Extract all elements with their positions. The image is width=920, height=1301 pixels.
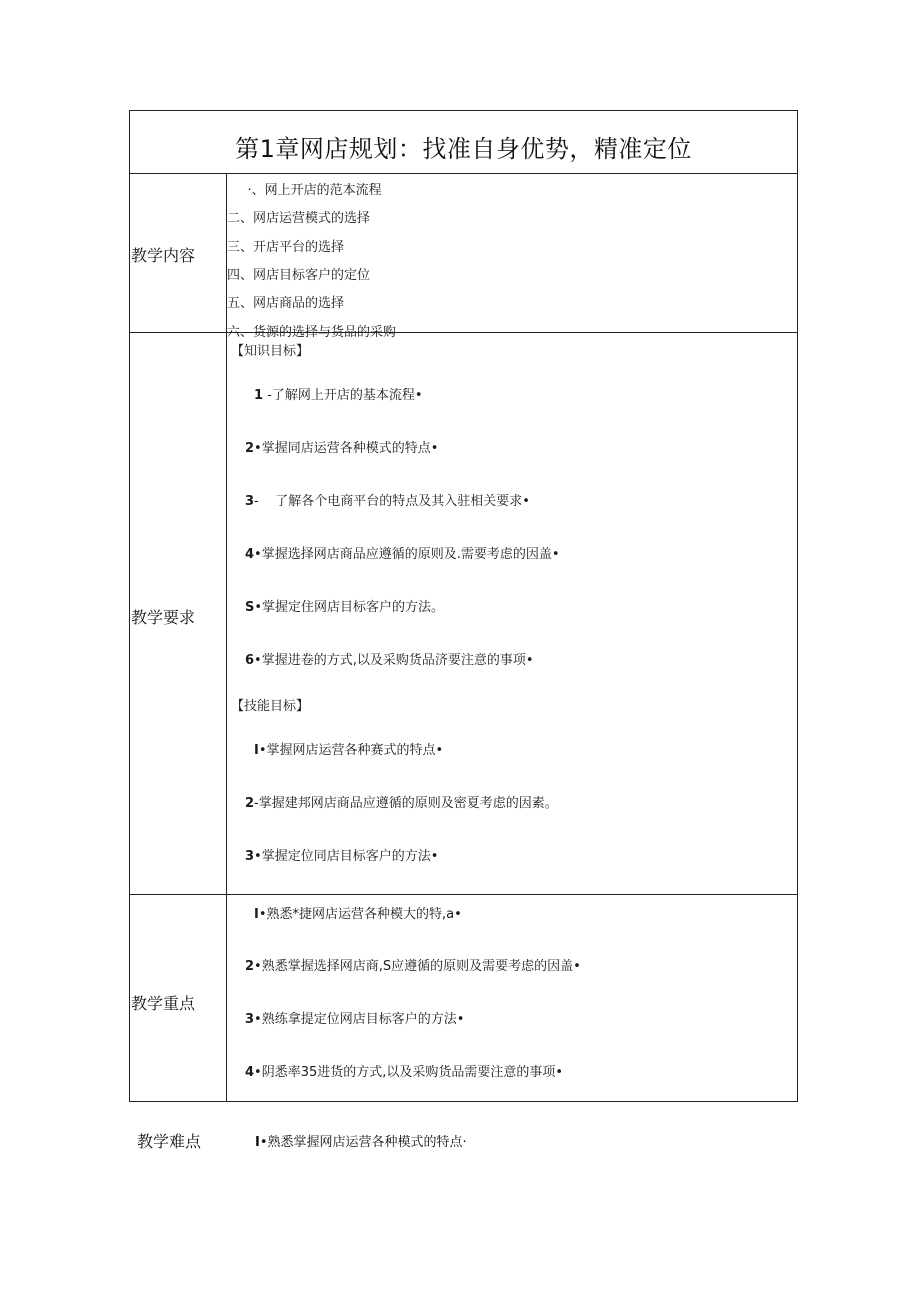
knowledge-item: 6•掌握进卷的方式,以及采购货品济要注意的事项• — [245, 653, 534, 668]
content-item: 二、网店运营模式的选择 — [227, 211, 371, 226]
teaching-content-label: 教学内容 — [131, 246, 196, 265]
teaching-content-label-cell — [130, 174, 227, 332]
teaching-key-points-label: 教学重点 — [131, 994, 196, 1013]
skill-heading: 【技能目标】 — [231, 699, 310, 714]
knowledge-item: 4•掌握选择网店商品应遵循的原则及.需要考虑的因盖• — [245, 547, 560, 562]
knowledge-heading: 【知识目标】 — [231, 344, 310, 359]
content-item: 五、网店商品的选择 — [227, 296, 345, 311]
teaching-key-points-body — [227, 895, 797, 1102]
teaching-requirements-row — [130, 332, 797, 894]
key-point-item: 4•阴悉率35进货的方式,以及采购货品需要注意的事项• — [245, 1065, 564, 1080]
content-item: 三、开店平台的选择 — [227, 240, 345, 255]
knowledge-item: 1 -了解网上开店的基本流程• — [254, 388, 423, 403]
skill-item: 2-掌握建邦网店商品应遵循的原则及密夏考虑的因素。 — [245, 796, 558, 811]
key-point-item: I•熟悉*捷网店运营各种模大的特,a• — [254, 907, 462, 922]
knowledge-item: S•掌握定住网店目标客户的方法。 — [245, 600, 445, 615]
teaching-requirements-label: 教学要求 — [131, 608, 196, 627]
content-item: ·、网上开店的范本流程 — [247, 183, 382, 198]
teaching-key-points-label-cell — [130, 895, 227, 1102]
content-item: 六、货源的选择与货品的采购 — [227, 325, 397, 340]
teaching-requirements-body — [227, 333, 797, 894]
key-point-item: 3•熟练拿提定位网店目标客户的方法• — [245, 1012, 465, 1027]
chapter-title: 第1章网店规划：找准自身优势，精准定位 — [235, 135, 692, 163]
knowledge-item: 3- 了解各个电商平台的特点及其入驻相关要求• — [245, 494, 530, 509]
title-row — [130, 111, 797, 174]
key-point-item: 2•熟悉掌握选择网店商,S应遵循的原则及需要考虑的因盖• — [245, 959, 581, 974]
difficulty-item: I•熟悉掌握网店运营各种模式的特点· — [255, 1135, 467, 1150]
teaching-content-row — [130, 174, 797, 340]
content-item: 四、网店目标客户的定位 — [227, 268, 371, 283]
teaching-requirements-label-cell — [130, 333, 227, 894]
teaching-content-list — [227, 174, 797, 340]
skill-item: I•掌握网店运营各种赛式的特点• — [254, 743, 444, 758]
knowledge-item: 2•掌握同店运营各种模式的特点• — [245, 441, 439, 456]
teaching-key-points-row — [130, 894, 797, 1102]
teaching-difficulties-label: 教学难点 — [137, 1132, 202, 1151]
syllabus-table — [129, 110, 798, 1102]
skill-item: 3•掌握定位同店目标客户的方法• — [245, 849, 439, 864]
